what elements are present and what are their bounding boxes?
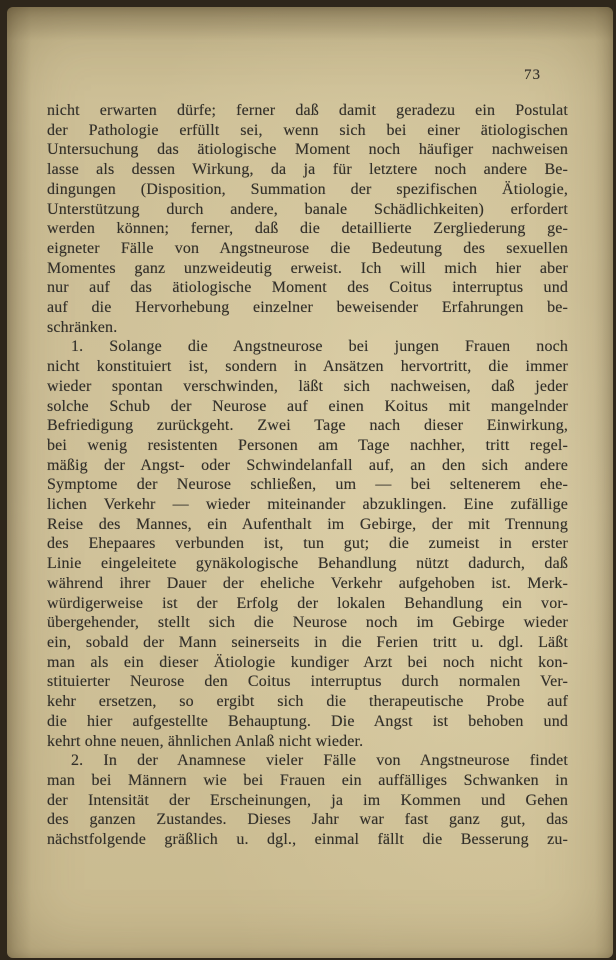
text-line: der Intensität der Erscheinungen, ja im Kommen und Gehen	[47, 791, 568, 809]
text-line: stituierter Neurose den Coitus interruptus durch normalen Ver-	[47, 673, 568, 691]
text-line: dingungen (Disposition, Summation der spezifischen Ätiologie,	[47, 180, 568, 198]
book-page	[7, 7, 613, 958]
text-line: bei wenig resistenten Personen am Tage nachher, tritt regel-	[47, 436, 568, 454]
text-line: übergehender, stellt sich die Neurose noch im Gebirge wieder	[47, 614, 568, 632]
text-line: man als ein dieser Ätiologie kundiger Arzt bei noch nicht kon-	[47, 653, 568, 671]
text-line: des Ehepaares verbunden ist, tun gut; die zumeist in erster	[47, 535, 568, 553]
text-line: Befriedigung zurückgeht. Zwei Tage nach dieser Einwirkung,	[47, 417, 568, 435]
text-line: lichen Verkehr — wieder miteinander abzuklingen. Eine zufällige	[47, 496, 568, 514]
text-line: die hier aufgestellte Behauptung. Die Angst ist behoben und	[47, 712, 568, 730]
text-line: mäßig der Angst- oder Schwindelanfall auf, an den sich andere	[47, 456, 568, 474]
text-line: kehrt ohne neuen, ähnlichen Anlaß nicht wieder.	[47, 732, 364, 750]
text-line: der Pathologie erfüllt sei, wenn sich bei einer ätiologischen	[47, 121, 568, 139]
text-line: Momentes ganz unzweideutig erweist. Ich will mich hier aber	[47, 259, 568, 277]
text-line: Untersuchung das ätiologische Moment noch häufiger nachweisen	[47, 141, 568, 159]
text-line: nächstfolgende gräßlich u. dgl., einmal fällt die Besserung zu-	[47, 831, 568, 849]
text-line: Reise des Mannes, ein Aufenthalt im Gebirge, der mit Trennung	[47, 515, 568, 533]
text-line: des ganzen Zustandes. Dieses Jahr war fast ganz gut, das	[47, 811, 568, 829]
text-line: während ihrer Dauer der eheliche Verkehr aufgehoben ist. Merk-	[47, 574, 568, 592]
text-line: eigneter Fälle von Angstneurose die Bedeutung des sexuellen	[47, 239, 568, 257]
text-line: nicht erwarten dürfe; ferner daß damit geradezu ein Postulat	[47, 102, 568, 119]
text-block	[47, 101, 568, 850]
text-line: Symptome der Neurose schließen, um — bei seltenerem ehe-	[47, 476, 568, 494]
text-line: wieder spontan verschwinden, läßt sich nachweisen, daß jeder	[47, 377, 568, 395]
text-line: kehr ersetzen, so ergibt sich die therapeutische Probe auf	[47, 693, 568, 711]
text-line: Linie eingeleitete gynäkologische Behandlung nützt dadurch, daß	[47, 555, 568, 573]
text-line: Unterstützung durch andere, banale Schädlichkeiten) erfordert	[47, 200, 568, 218]
text-line: würdigerweise ist der Erfolg der lokalen Behandlung ein vor-	[47, 594, 568, 612]
page-number: 73	[524, 67, 541, 83]
text-line: nicht konstituiert ist, sondern in Ansätzen hervortritt, die immer	[47, 358, 568, 376]
text-line: lasse als dessen Wirkung, da ja für letztere noch andere Be-	[47, 161, 568, 179]
text-line: 1. Solange die Angstneurose bei jungen Frauen noch	[71, 338, 568, 356]
text-line: schränken.	[47, 318, 118, 336]
text-line: ein, sobald der Mann seinerseits in die Ferien tritt u. dgl. Läßt	[47, 633, 568, 651]
text-line: nur auf das ätiologische Moment des Coitus interruptus und	[47, 279, 568, 297]
text-line: werden können; ferner, daß die detaillierte Zergliederung ge-	[47, 220, 568, 238]
text-line: man bei Männern wie bei Frauen ein auffälliges Schwanken in	[47, 771, 568, 789]
text-line: 2. In der Anamnese vieler Fälle von Angstneurose findet	[71, 752, 568, 770]
text-line: solche Schub der Neurose auf einen Koitus mit mangelnder	[47, 397, 568, 415]
text-line: auf die Hervorhebung einzelner beweisender Erfahrungen be-	[47, 299, 568, 317]
